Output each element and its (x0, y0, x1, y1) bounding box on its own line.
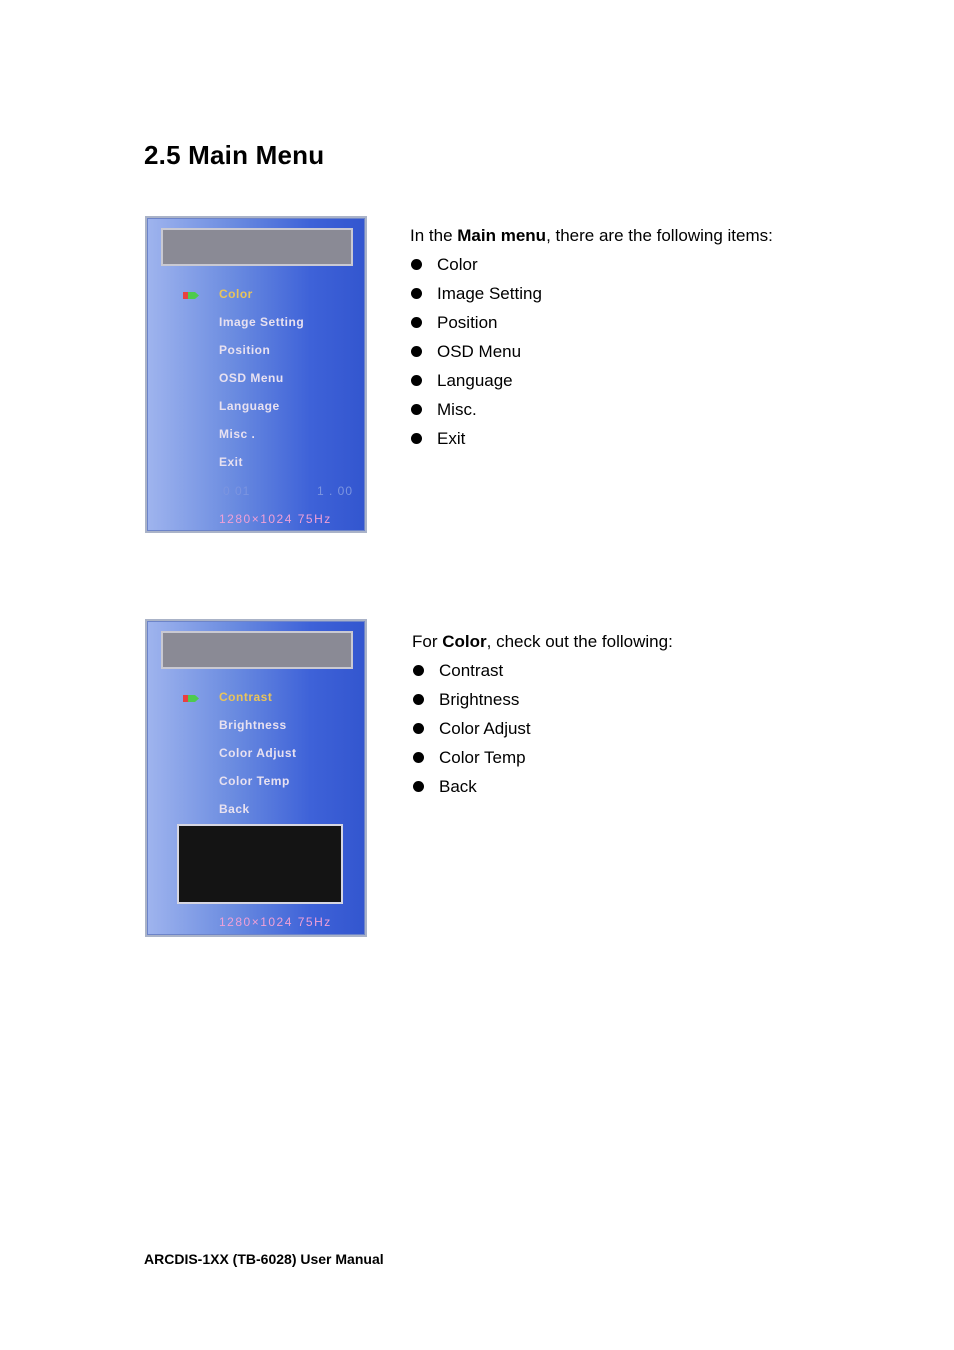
osd-item-back: Back (219, 802, 250, 816)
osd-item-osd-menu: OSD Menu (219, 371, 284, 385)
list-item: Misc. (410, 395, 773, 424)
list-item: Image Setting (410, 279, 773, 308)
osd-item-color-adjust: Color Adjust (219, 746, 297, 760)
main-menu-item-list (410, 250, 773, 453)
color-menu-intro: For Color, check out the following: (412, 632, 673, 651)
osd-item-misc: Misc . (219, 427, 256, 441)
osd-header-bar (161, 228, 353, 266)
osd-item-color-temp: Color Temp (219, 774, 290, 788)
color-menu-term: Color (442, 632, 487, 651)
osd-resolution: 1280×1024 75Hz (219, 915, 332, 929)
list-item: Contrast (412, 656, 673, 685)
color-menu-description (412, 627, 673, 801)
list-item: Back (412, 772, 673, 801)
list-item: Exit (410, 424, 773, 453)
osd-black-panel (177, 824, 343, 904)
osd-item-position: Position (219, 343, 271, 357)
list-item: Position (410, 308, 773, 337)
main-menu-term: Main menu (457, 226, 547, 245)
color-menu-item-list (412, 656, 673, 801)
osd-version-left: 0 01 (223, 484, 251, 498)
osd-cursor-icon (183, 695, 199, 702)
osd-item-exit: Exit (219, 455, 244, 469)
main-menu-osd-image (145, 216, 367, 533)
osd-version-right: 1 . 00 (317, 484, 354, 498)
list-item: Color (410, 250, 773, 279)
osd-item-contrast: Contrast (219, 690, 273, 704)
osd-resolution: 1280×1024 75Hz (219, 512, 332, 526)
list-item: OSD Menu (410, 337, 773, 366)
color-menu-osd-image (145, 619, 367, 937)
main-menu-intro: In the Main menu, there are the following items: (410, 226, 773, 245)
page-footer: ARCDIS-1XX (TB-6028) User Manual (144, 1251, 384, 1267)
list-item: Color Adjust (412, 714, 673, 743)
section-title: 2.5 Main Menu (144, 140, 325, 170)
osd-header-bar (161, 631, 353, 669)
osd-item-image-setting: Image Setting (219, 315, 305, 329)
list-item: Language (410, 366, 773, 395)
osd-item-color: Color (219, 287, 253, 301)
list-item: Color Temp (412, 743, 673, 772)
list-item: Brightness (412, 685, 673, 714)
osd-item-language: Language (219, 399, 280, 413)
osd-cursor-icon (183, 292, 199, 299)
osd-item-brightness: Brightness (219, 718, 287, 732)
main-menu-description (410, 221, 773, 453)
